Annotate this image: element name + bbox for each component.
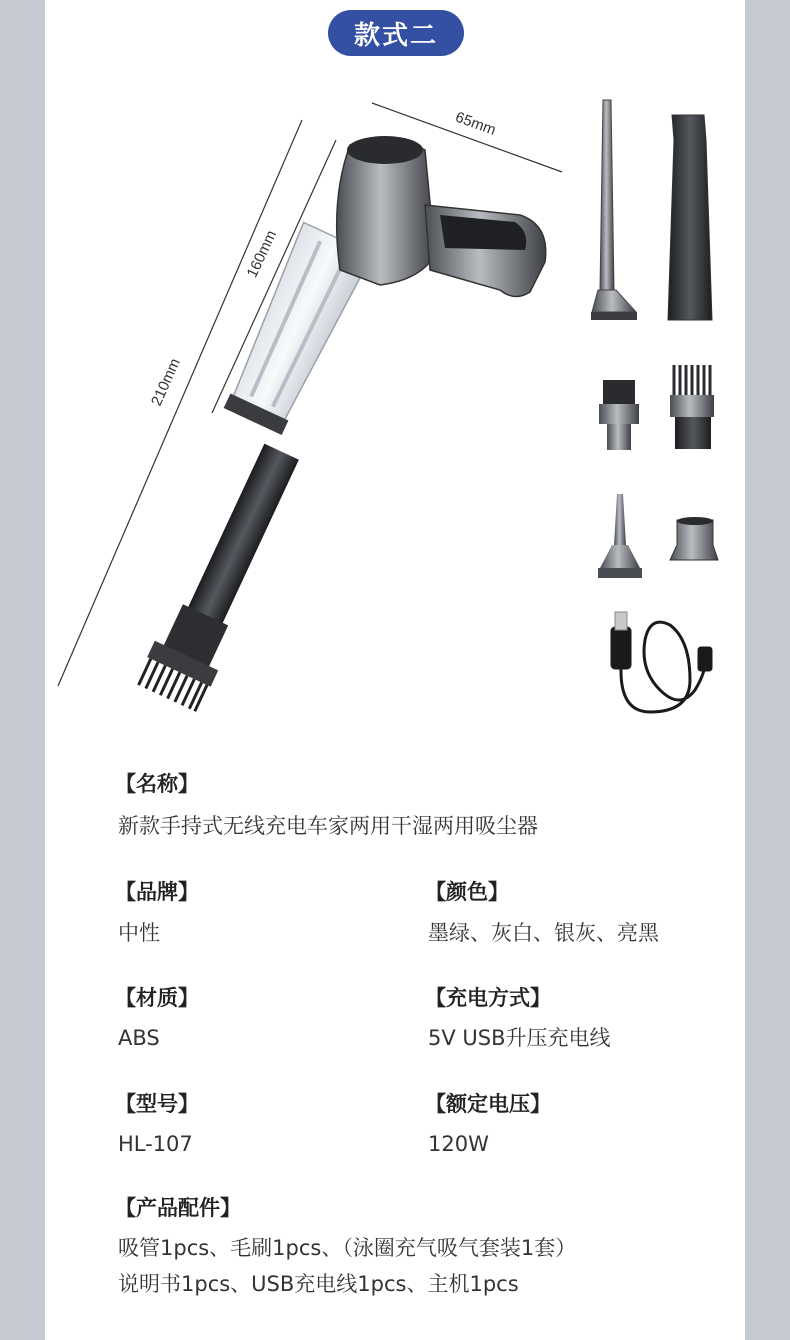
round-brush-icon bbox=[599, 380, 639, 450]
name-label: 【名称】 bbox=[115, 772, 199, 796]
name-value: 新款手持式无线充电车家两用干湿两用吸尘器 bbox=[118, 814, 538, 838]
brand-label: 【品牌】 bbox=[115, 880, 199, 904]
accessories-line-1: 吸管1pcs、毛刷1pcs、（泳圈充气吸气套装1套） bbox=[118, 1236, 577, 1260]
total-length-label: 210mm bbox=[147, 355, 184, 409]
voltage-label: 【额定电压】 bbox=[425, 1092, 551, 1116]
charging-label: 【充电方式】 bbox=[425, 986, 551, 1010]
inflation-nozzle-icon bbox=[598, 494, 642, 578]
color-value: 墨绿、灰白、银灰、亮黑 bbox=[428, 921, 659, 945]
crevice-tube-icon bbox=[591, 100, 637, 320]
material-label: 【材质】 bbox=[115, 986, 199, 1010]
accessories-label: 【产品配件】 bbox=[115, 1196, 241, 1220]
dimension-lines bbox=[58, 103, 562, 686]
body-length-label: 160mm bbox=[243, 227, 281, 281]
vacuum-cleaner-icon bbox=[135, 136, 546, 713]
adapter-nozzle-icon bbox=[670, 517, 718, 560]
bristle-brush-icon bbox=[670, 365, 714, 449]
voltage-value: 120W bbox=[428, 1132, 489, 1156]
brand-value: 中性 bbox=[118, 921, 160, 945]
style-badge: 款式二 bbox=[328, 10, 464, 56]
accessories-line-2: 说明书1pcs、USB充电线1pcs、主机1pcs bbox=[118, 1272, 519, 1296]
width-label: 65mm bbox=[453, 108, 499, 139]
usb-cable-icon bbox=[612, 612, 711, 712]
model-label: 【型号】 bbox=[115, 1092, 199, 1116]
color-label: 【颜色】 bbox=[425, 880, 509, 904]
flat-nozzle-icon bbox=[668, 115, 712, 320]
material-value: ABS bbox=[118, 1026, 160, 1050]
model-value: HL-107 bbox=[118, 1132, 193, 1156]
charging-value: 5V USB升压充电线 bbox=[428, 1026, 611, 1050]
